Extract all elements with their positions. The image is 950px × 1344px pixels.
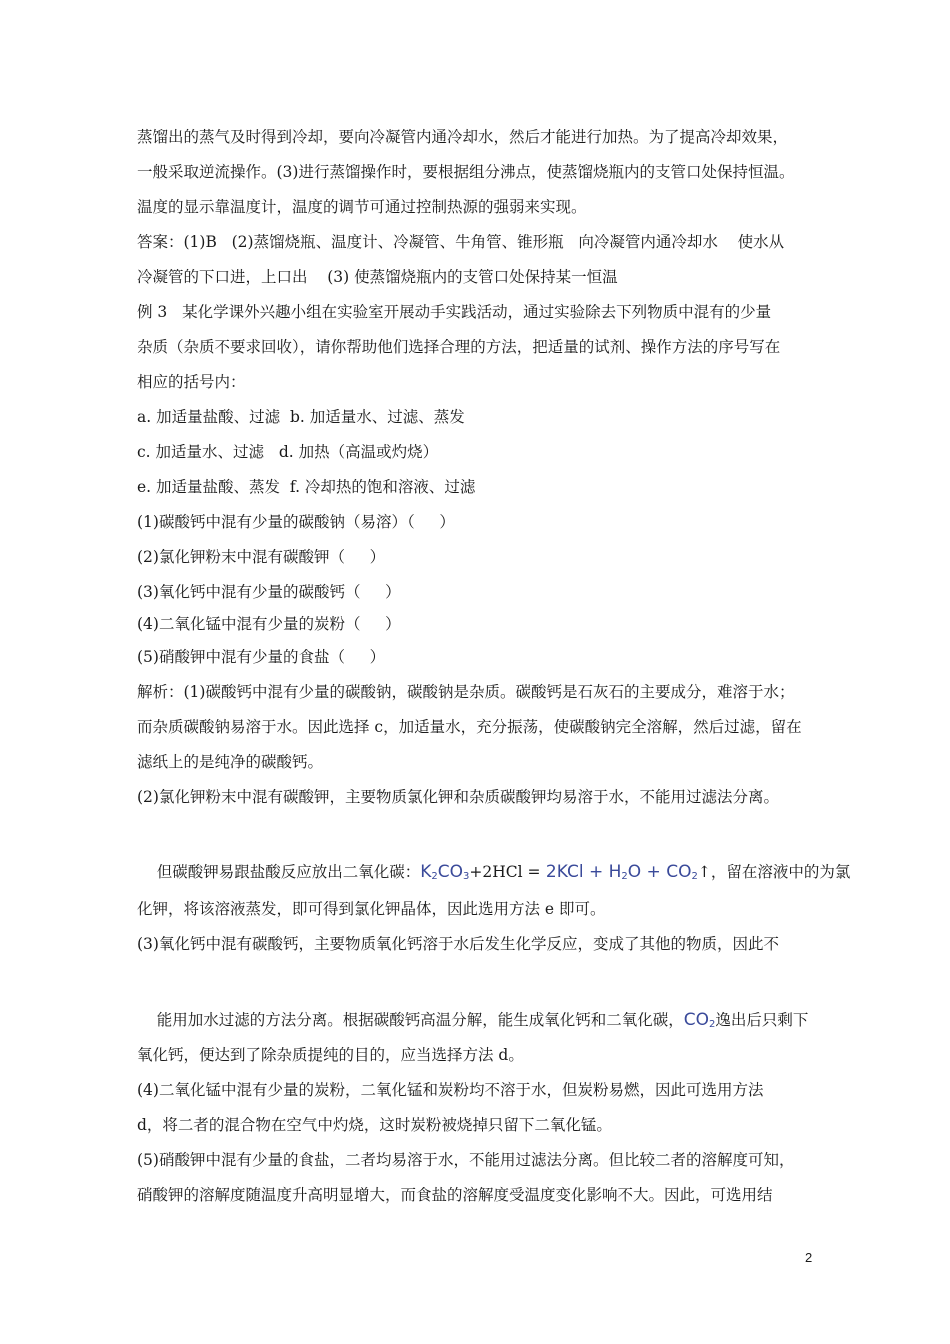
text-line: d，将二者的混合物在空气中灼烧，这时炭粉被烧掉只留下二氧化锰。 <box>137 1116 612 1134</box>
text-line: 一般采取逆流操作。(3)进行蒸馏操作时，要根据组分沸点，使蒸馏烧瓶内的支管口处保持恒温。 <box>137 163 795 181</box>
question-line: (5)硝酸钾中混有少量的食盐（ ） <box>137 648 386 666</box>
formula-lead-text: 但碳酸钾易跟盐酸反应放出二氧化碳： <box>156 863 421 881</box>
option-line: c. 加适量水、过滤 d. 加热（高温或灼烧） <box>137 443 439 461</box>
text-line: (4)二氧化锰中混有少量的炭粉，二氧化锰和炭粉均不溶于水，但炭粉易燃，因此可选用方法 <box>137 1081 764 1099</box>
question-line: (4)二氧化锰中混有少量的炭粉（ ） <box>137 615 401 633</box>
answer-line: 答案：(1)B (2)蒸馏烧瓶、温度计、冷凝管、牛角管、锥形瓶 向冷凝管内通冷却水 使水从 <box>137 233 785 251</box>
text-line: 滤纸上的是纯净的碳酸钙。 <box>137 753 324 771</box>
text-line: 氧化钙，便达到了除杂质提纯的目的，应当选择方法 d。 <box>137 1046 524 1064</box>
text-line: 硝酸钾的溶解度随温度升高明显增大，而食盐的溶解度受温度变化影响不大。因此，可选用结 <box>137 1186 773 1204</box>
text-line: 而杂质碳酸钠易溶于水。因此选择 c，加适量水，充分振荡，使碳酸钠完全溶解，然后过滤，留在 <box>137 718 802 736</box>
chemical-equation: $K_2CO_3+2HCl = 2KCl + H_2O + CO_2$ <box>420 862 698 882</box>
question-line: (3)氧化钙中混有少量的碳酸钙（ ） <box>137 583 401 601</box>
formula-trail-text: ，留在溶液中的为氯 <box>710 863 851 881</box>
question-line: (2)氯化钾粉末中混有碳酸钾（ ） <box>137 548 386 566</box>
answer-line: 冷凝管的下口进，上口出 (3) 使蒸馏烧瓶内的支管口处保持某一恒温 <box>137 268 618 286</box>
text-line: (3)氧化钙中混有碳酸钙，主要物质氧化钙溶于水后发生化学反应，变成了其他的物质，因此不 <box>137 935 779 953</box>
formula-line <box>137 842 850 907</box>
page-number: 2 <box>805 1250 813 1265</box>
text-line: 温度的显示靠温度计，温度的调节可通过控制热源的强弱来实现。 <box>137 198 587 216</box>
text-line: 相应的括号内： <box>137 373 246 391</box>
text-line: 化钾，将该溶液蒸发，即可得到氯化钾晶体，因此选用方法 e 即可。 <box>137 900 606 918</box>
example-heading: 例 3 某化学课外兴趣小组在实验室开展动手实践活动，通过实验除去下列物质中混有的少量 <box>137 303 772 321</box>
gas-arrow: ↑ <box>697 863 711 881</box>
text-line: 蒸馏出的蒸气及时得到冷却，要向冷凝管内通冷却水，然后才能进行加热。为了提高冷却效果， <box>137 128 789 146</box>
question-line: (1)碳酸钙中混有少量的碳酸钠（易溶）（ ） <box>137 513 455 531</box>
option-line: e. 加适量盐酸、蒸发 f. 冷却热的饱和溶液、过滤 <box>137 478 476 496</box>
text-line: 杂质（杂质不要求回收），请你帮助他们选择合理的方法，把适量的试剂、操作方法的序号写在 <box>137 338 781 356</box>
co2-formula: $CO_2$ <box>683 1010 716 1030</box>
option-line: a. 加适量盐酸、过滤 b. 加适量水、过滤、蒸发 <box>137 408 465 426</box>
text-line: (5)硝酸钾中混有少量的食盐，二者均易溶于水，不能用过滤法分离。但比较二者的溶解度可知， <box>137 1151 795 1169</box>
text-line: (2)氯化钾粉末中混有碳酸钾，主要物质氯化钾和杂质碳酸钾均易溶于水，不能用过滤法分离。 <box>137 788 779 806</box>
co2-line: 能用加水过滤的方法分离。根据碳酸钙高温分解，能生成氧化钙和二氧化碳，$CO_2$逸出后只剩下 <box>156 1010 809 1030</box>
analysis-line: 解析：(1)碳酸钙中混有少量的碳酸钠，碳酸钠是杂质。碳酸钙是石灰石的主要成分，难溶于水； <box>137 683 795 701</box>
